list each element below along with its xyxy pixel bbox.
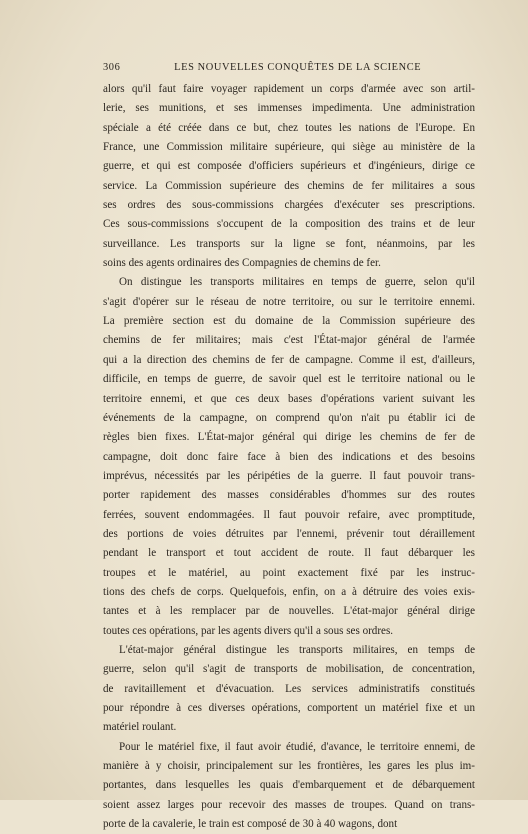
text-line: difficile, en temps de guerre, de savoir quel est le territoire national ou le — [103, 373, 475, 386]
text-line: spéciale a été créée dans ce but, chez toutes les nations de l'Europe. En — [103, 121, 475, 134]
text-line: événements de la campagne, on comprend qu'on n'ait pu établir ici de — [103, 411, 475, 424]
text-line: L'état-major général distingue les transports militaires, en temps de — [119, 643, 475, 656]
paragraph — [103, 273, 475, 641]
text-line: règles bien fixes. L'État-major général qui dirige les chemins de fer de — [103, 431, 475, 444]
paragraph — [103, 738, 475, 834]
text-line: service. La Commission supérieure des chemins de fer militaires a sous — [103, 179, 475, 192]
text-line: La première section est du domaine de la Commission supérieure des — [103, 315, 475, 328]
text-line: alors qu'il faut faire voyager rapidement un corps d'armée avec son artil- — [103, 83, 475, 95]
text-line: lerie, ses munitions, et ses immenses impedimenta. Une administration — [103, 102, 475, 115]
running-header — [103, 62, 475, 73]
text-line: Ces sous-commissions s'occupent de la composition des trains et de leur — [103, 218, 475, 231]
text-line: campagne, doit donc faire face à bien des indications et des besoins — [103, 450, 475, 463]
text-line: de ravitaillement et d'évacuation. Les services administratifs constitués — [103, 682, 475, 695]
text-line: ses ordres des sous-commissions chargées d'exécuter ses prescriptions. — [103, 199, 475, 212]
paragraph — [103, 641, 475, 738]
text-line: guerre, et qui est composée d'officiers supérieurs et d'ingénieurs, dirige ce — [103, 160, 475, 173]
text-line: guerre, selon qu'il s'agit de transports de mobilisation, de concentration, — [103, 663, 475, 676]
text-line: soient assez larges pour recevoir des masses de troupes. Quand on trans- — [103, 798, 475, 811]
text-line: portantes, dans lesquelles les quais d'embarquement et de débarquement — [103, 779, 475, 792]
running-title: LES NOUVELLES CONQUÊTES DE LA SCIENCE — [174, 62, 422, 73]
text-line: ferrées, souvent endommagées. Il faut pouvoir refaire, avec promptitude, — [103, 508, 475, 521]
text-line: toutes ces opérations, par les agents divers qu'il a sous ses ordres. — [103, 624, 394, 637]
text-line: surveillance. Les transports sur la ligne se font, néanmoins, par les — [103, 237, 475, 250]
text-line: des portions de voies détruites par l'ennemi, prévenir tout déraillement — [103, 527, 475, 540]
text-line: imprévus, nécessités par les péripéties de la guerre. Il faut pouvoir trans- — [103, 469, 475, 482]
text-line: soins des agents ordinaires des Compagnies de chemins de fer. — [103, 257, 381, 270]
text-line: porte de la cavalerie, le train est composé de 30 à 40 wagons, dont — [103, 818, 398, 831]
text-line: tions des chefs de corps. Quelquefois, enfin, on a à détruire des voies exis- — [103, 585, 475, 598]
text-line: chemins de fer militaires; mais c'est l'État-major général de l'armée — [103, 334, 475, 347]
text-line: porter rapidement des masses considérables d'hommes sur des routes — [103, 489, 475, 502]
text-line: Pour le matériel fixe, il faut avoir étudié, d'avance, le territoire ennemi, de — [119, 740, 475, 753]
text-line: troupes et le matériel, au point exactement fixé par les instruc- — [103, 566, 475, 579]
paragraph — [103, 80, 475, 273]
text-line: tantes et à les remplacer par de nouvelles. L'état-major général dirige — [103, 605, 475, 618]
body-text — [103, 80, 475, 834]
text-line: qui a la direction des chemins de fer de campagne. Comme il est, d'ailleurs, — [103, 353, 475, 366]
text-line: territoire ennemi, et que ces deux bases d'opérations varient suivant les — [103, 392, 475, 405]
text-line: matériel roulant. — [103, 721, 177, 734]
text-line: manière à y choisir, principalement sur les frontières, les gares les plus im- — [103, 760, 475, 773]
text-line: On distingue les transports militaires en temps de guerre, selon qu'il — [119, 276, 475, 289]
text-line: s'agit d'opérer sur le réseau de notre territoire, ou sur le territoire ennemi. — [103, 295, 475, 308]
text-line: pendant le transport et tout accident de route. Il faut débarquer les — [103, 547, 475, 560]
page-number: 306 — [103, 62, 121, 73]
text-line: pour répondre à ces diverses opérations, comportent un matériel fixe et un — [103, 702, 475, 714]
text-line: France, une Commission militaire supérieure, qui siège au ministère de la — [103, 141, 475, 154]
